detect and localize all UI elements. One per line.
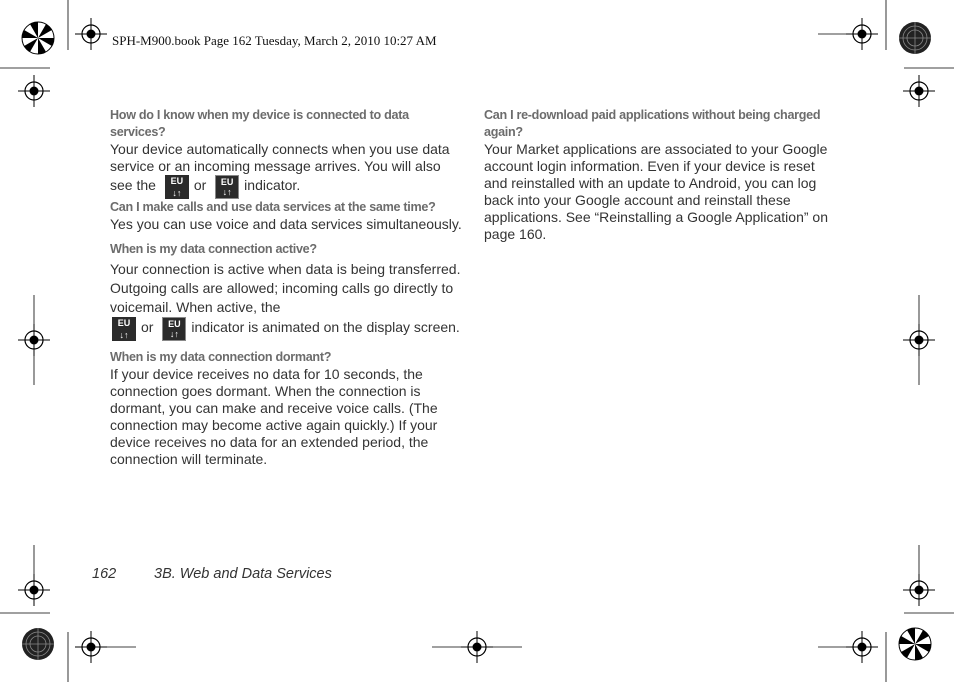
evdo-data-indicator-icon: EU ↓↑ bbox=[112, 317, 136, 341]
evdo-data-indicator-icon: EU ↓↑ bbox=[215, 175, 239, 199]
page-number: 162 bbox=[92, 566, 117, 582]
faq-answer: Yes you can use voice and data services simultaneously. bbox=[110, 216, 462, 232]
faq-answer-text: or bbox=[193, 177, 207, 193]
faq-answer-text: indicator is animated on the display screen. bbox=[191, 319, 460, 335]
faq-column-left bbox=[110, 107, 462, 468]
section-title: 3B. Web and Data Services bbox=[154, 566, 332, 582]
faq-answer: If your device receives no data for 10 seconds, the connection goes dormant. When the connection is dormant, you can make and receive voice calls. (The connection may become active again quickly.) If your device receives no data for an extended period, the connection will terminate. bbox=[110, 366, 438, 467]
faq-answer bbox=[110, 260, 462, 341]
page-footer bbox=[92, 566, 332, 582]
faq-answer-text: Your device automatically connects when you use data service or an incoming message arrives. You will also see the bbox=[110, 141, 450, 193]
faq-question: Can I re-download paid applications without being charged again? bbox=[484, 108, 821, 139]
faq-answer bbox=[110, 141, 462, 199]
faq-question: How do I know when my device is connected to data services? bbox=[110, 108, 409, 139]
faq-answer-text: Your connection is active when data is being transferred. Outgoing calls are allowed; incoming calls go directly to voicemail. When active, the bbox=[110, 261, 461, 315]
evdo-data-indicator-icon: EU ↓↑ bbox=[165, 175, 189, 199]
faq-answer: Your Market applications are associated to your Google account login information. Even if your device is reset and reinstalled with an update to Android, you can log back into your Google account and reinstall these applications. See “Reinstalling a Google Application” on page 160. bbox=[484, 141, 828, 242]
faq-answer-text: indicator. bbox=[244, 177, 301, 193]
book-header-line: SPH-M900.book Page 162 Tuesday, March 2, 2010 10:27 AM bbox=[112, 33, 437, 48]
faq-question: When is my data connection active? bbox=[110, 242, 317, 256]
faq-question: When is my data connection dormant? bbox=[110, 350, 332, 364]
evdo-data-indicator-icon: EU ↓↑ bbox=[162, 317, 186, 341]
faq-question: Can I make calls and use data services at the same time? bbox=[110, 200, 436, 214]
faq-answer-text: or bbox=[141, 319, 154, 335]
faq-column-right bbox=[484, 107, 836, 243]
